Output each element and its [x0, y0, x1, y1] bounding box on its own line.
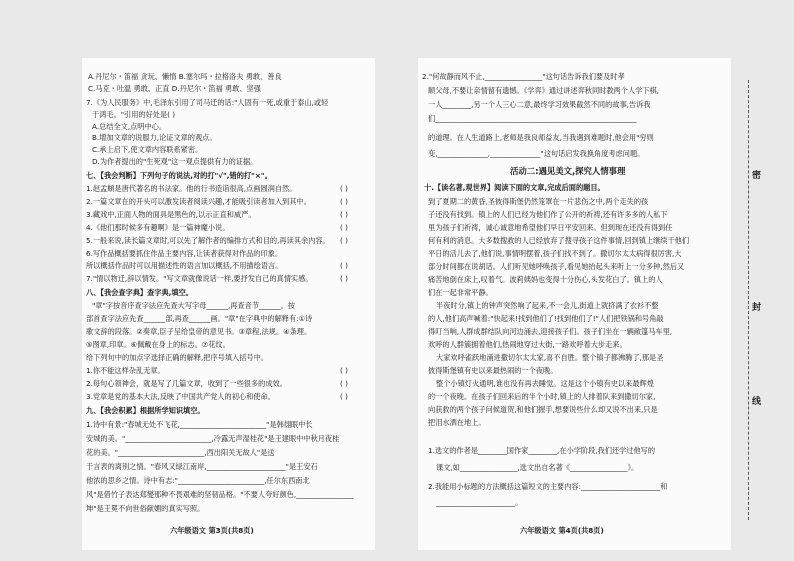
- answer-paren[interactable]: ( ): [340, 210, 348, 219]
- r-para-11: 得叮当响,人群成群结队向河边涌去,迎接孩子们。孩子们坐在一辆敞篷马车里,: [428, 327, 673, 336]
- question-7-cont: 于鸿毛。"引用的好处是( ): [92, 110, 176, 119]
- answer-paren[interactable]: ( ): [340, 197, 348, 206]
- judge-4: 4.《他们那时候多有趣啊》是一篇神魔小说。: [86, 223, 230, 232]
- judge-3: 3.藏戏中,正面人物的面具是黑色的,以示正直和威严。: [86, 210, 256, 219]
- dict-q3: 3.党章是党的基本大法,反映了中国共产党人的初心和使命。: [86, 392, 275, 401]
- r-para-15: 整个小镇灯火通明,谁也没有再去睡觉。这是这个小镇有史以来最辉煌: [436, 379, 654, 388]
- poem-line-3: 花的美。"________________________,西出阳关无故人"是送: [86, 448, 275, 457]
- option-line-cd: C.马克・吐温 勇敢、正直 D.丹尼尔・笛福 勇敢、坚强: [88, 84, 261, 93]
- dict-line-1: "章"字按音序查字法应先查大写字母______,再查音节______。按: [92, 301, 295, 310]
- dict-line-5: 给下列句中的加点字选择正确的解释,把序号填入括号中。: [86, 353, 268, 362]
- r-question-1: 1.选文的作者是________国作家________,在小学阶段,我们还学过他写的: [428, 446, 656, 455]
- answer-paren[interactable]: ( ): [340, 379, 348, 388]
- r-question-1-cont: 课文,如________________,选文出自名著《________________》。: [436, 463, 639, 472]
- r-line-0: 2."何故静而风不止,________________"这句话告诉我们要及时孝: [422, 72, 625, 81]
- side-char-mi: 密: [752, 171, 762, 181]
- option-d: D.为作者提出的"生死观"这一观点提供有力的证据。: [92, 157, 258, 166]
- judge-6-cont: 所以概括作品时可以用描述性的语言加以概括,不用描绘语言。: [86, 261, 283, 270]
- r-para-12: 欢呼的人群簇拥着他们,热闹地穿过大街,一路欢呼着大步走来。: [428, 340, 627, 349]
- r-para-4: 何有利的消息。大多数搜救的人已经放弃了搜寻孩子这件事情,回到镇上继续干他们: [428, 236, 690, 245]
- answer-paren[interactable]: ( ): [340, 184, 348, 193]
- poem-line-2: 安城的美。"________________________,冷露无声湿桂花"是王建眼中中秋月夜桂: [86, 434, 340, 443]
- r-para-16: 的一个夜晚。在孩子们回来后的半个小时,镇上的人排着队来到撒切尔家,: [428, 392, 656, 401]
- judge-2: 2.一篇文章在的开头可以激发读者阅读兴趣,才能吸引读者加入到其中。: [86, 197, 311, 206]
- section-7-heading: 七、【我会判断】下列句子的说法,对的打"√",错的打"×"。: [86, 171, 272, 180]
- answer-paren[interactable]: ( ): [340, 261, 348, 270]
- r-para-9: 半夜时分,镇上的钟声突然响了起来,不一会儿,街道上就挤满了衣衫不整: [436, 301, 659, 310]
- r-para-17: 向获救的两个孩子问候道贺,和他们握手,想要说些什么却又说不出来,只是: [428, 405, 658, 414]
- poem-line-1: 1.诗中有景:"春城无处不飞花,________________________"是韩翃眼中长: [86, 420, 313, 429]
- r-para-13: 大家欢呼雀跃地涌进撒切尔太太家,喜不自胜。整个镇子都沸腾了,那是圣: [436, 353, 664, 362]
- dict-line-2: 部首查字法应先查______部,再查______画。"章"在字典中的解释有:①诗: [86, 314, 313, 323]
- r-para-6: 部分时间都在说胡话。人们听见她呼唤孩子,看见她抬起头来听上一分多钟,然后又: [428, 262, 685, 271]
- side-char-xian: 线: [752, 397, 762, 407]
- dict-q2: 2.每句心领神会，就是写了几篇文章，收到了一些很多的成效。: [86, 379, 287, 388]
- section-8-heading: 八、【我会查字典】查字典,填空。: [86, 288, 193, 297]
- r-para-2: 子还没有找到。镇上的人们已经为他们作了公开的祈祷,还有许多多的人私下: [428, 210, 668, 219]
- judge-6: 6.写作品概括要抓住作品主要内容,让读者获得对作品的印象。: [86, 249, 283, 258]
- r-para-3: 里为孩子们祈祷，诚心诚意地希望他们早日平安回来。但到现在还没有得到任: [428, 223, 673, 232]
- seal-line: [748, 80, 749, 520]
- right-page-footer: 六年级语文 第4页(共8页): [520, 526, 604, 535]
- r-line-3: 们________________________________________________________: [428, 114, 637, 123]
- r-para-5: 平日的活儿去了,他们说,事情明摆着,孩子们找不到了。撒切尔太太病得很厉害,大: [428, 249, 682, 258]
- dict-q1: 1.你不能这样杂乱无章。: [86, 366, 165, 375]
- r-line-5: 变,______________,______________"这句话启发我换角度考虑问题。: [428, 149, 645, 158]
- r-question-2-cont: ______________________。: [436, 498, 523, 507]
- r-line-2: 一人________,另一个人三心二意,最终学习效果截然不同的故事,告诉我: [428, 100, 651, 109]
- activity-2-heading: 活动二:遇见美文,探究人情事理: [510, 166, 626, 176]
- answer-paren[interactable]: ( ): [340, 366, 348, 375]
- poem-line-6: 风"是借竹子表达郑燮那种不畏艰难的坚韧品格。"不要人夸好颜色,________________: [86, 490, 354, 499]
- judge-5: 5.一般来说,读长篇文章时,可以先了解作者的编排方式和目的,再读其余内容。: [86, 236, 330, 245]
- section-10-heading: 十.【读名著,观世界】阅读下面的文章,完成后面的题目。: [424, 183, 605, 192]
- r-line-4: 的道理。在人生道路上,老师是我良师益友,当我遇到难题时,他会用"穷则: [428, 133, 654, 142]
- r-line-1: 顺父母,不要让亲情留有遗憾。《学弈》通过讲述弈秋同时教两个人学下棋,: [428, 86, 659, 95]
- dict-line-3: 歌文辞的段落。②奏章,臣子呈给皇帝的意见书。③章程,法规。④条理。: [86, 327, 312, 336]
- answer-paren[interactable]: ( ): [340, 392, 348, 401]
- poem-line-7: 坤"是王冕不向世俗献媚的真实写照。: [86, 504, 205, 513]
- answer-paren[interactable]: ( ): [340, 274, 348, 283]
- section-9-heading: 九、【我会积累】根据所学知识填空。: [86, 406, 205, 415]
- option-b: B.增加文章的说服力,论证文章的观点。: [92, 133, 217, 142]
- judge-1: 1.赵孟頫是唐代著名的书法家。他的行书造诣很高,点画圆润自然。: [86, 184, 297, 193]
- poem-line-4: 于言表的离别之情。"春风又绿江南岸,______________________"是王安石: [86, 462, 318, 471]
- r-para-10: 的人,他们高声喊着:"快起来!找到他们了!找到他们了!"人们把铁锅和号角敲: [428, 314, 664, 323]
- side-char-feng: 封: [752, 303, 762, 313]
- r-para-1: 到了夏期二的黄昏,圣彼得斯堡仍然笼罩在一片悲伤之中,两个走失的孩: [428, 197, 649, 206]
- r-para-8: 们在一起非常平静。: [428, 288, 493, 297]
- option-a: A.总结全文,点明中心。: [92, 122, 167, 131]
- option-c: C.承上启下,使文章内容联系紧密。: [92, 145, 203, 154]
- r-para-14: 彼得斯堡镇有史以来最热闹的一个夜晚。: [428, 366, 558, 375]
- r-para-18: 把泪水洒在地上。: [428, 418, 486, 427]
- answer-paren[interactable]: ( ): [340, 236, 348, 245]
- r-question-2: 2.我能用小标题的方法概括这篇短文的主要内容:______________________和: [428, 482, 668, 491]
- poem-line-5: 他浓的思乡之情。诗中有志:"________________________,任尔东西南北: [86, 476, 310, 485]
- answer-paren[interactable]: ( ): [340, 223, 348, 232]
- question-7: 7.《为人民服务》中,毛泽东引用了司马迁的话:"人固有一死,或重于泰山,或轻: [86, 98, 329, 107]
- judge-7: 7."情以物迁,辞以情发。"写文章就像说话一样,要抒发自己的真情实感。: [86, 274, 313, 283]
- r-para-7: 痛苦地倒在床上,叹着气。波莉姨妈也变得十分伤心,头发花白了。镇上的人: [428, 275, 663, 284]
- dict-line-4: ⑤图章,印章。⑥佩戴在身上的标志。⑦花纹。: [86, 340, 230, 349]
- left-page-footer: 六年级语文 第3页(共8页): [170, 526, 254, 535]
- option-line-ab: A.丹尼尔・笛福 贪玩、懒惰 B.塞尔玛・拉格洛夫 勇敢、善良: [88, 72, 282, 81]
